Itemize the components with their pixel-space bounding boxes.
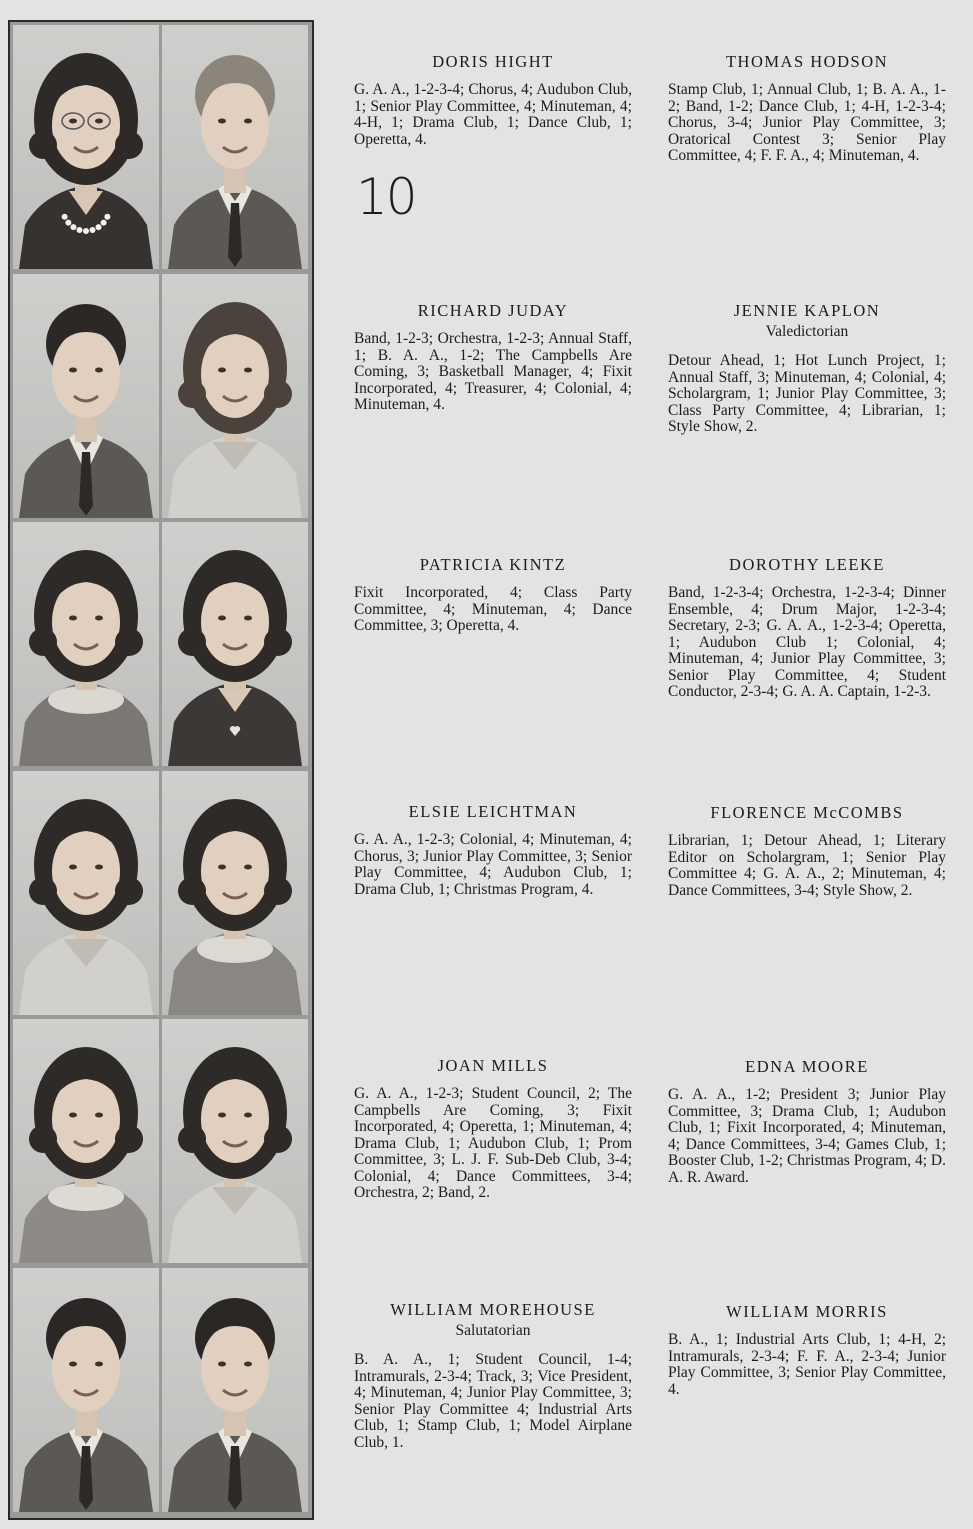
curl (29, 1125, 57, 1153)
curl (29, 131, 57, 159)
student-entry (668, 1057, 946, 1186)
student-portrait (13, 1268, 159, 1512)
student-entry (354, 1300, 632, 1451)
student-entry (354, 1056, 632, 1202)
student-portrait (13, 1019, 159, 1263)
eye (69, 864, 77, 869)
pearl (83, 228, 89, 234)
curl (29, 628, 57, 656)
eye (95, 616, 103, 621)
collar (48, 1183, 124, 1211)
eye (244, 616, 252, 621)
eye (95, 864, 103, 869)
face (201, 81, 269, 169)
pearl (62, 214, 68, 220)
eye (95, 1361, 103, 1366)
eye (69, 367, 77, 372)
curl (115, 628, 143, 656)
student-honor: Salutatorian (455, 1322, 531, 1339)
curl (264, 628, 292, 656)
student-portrait (162, 1019, 308, 1263)
student-portrait (162, 25, 308, 269)
student-activities: G. A. A., 1-2-3; Colonial, 4; Minuteman, 4; Chorus, 3; Junior Play Committee, 3; Senior Play Committee, 4; Audubon Club, 1; Drama Club, 1; Christmas Program, 4. (354, 831, 632, 898)
curl (115, 1125, 143, 1153)
student-portrait (13, 771, 159, 1015)
curl (264, 380, 292, 408)
student-name: WILLIAM MORRIS (726, 1302, 888, 1321)
eye (244, 864, 252, 869)
eye (95, 119, 103, 124)
eye (218, 864, 226, 869)
student-portrait (13, 274, 159, 518)
student-portrait (13, 522, 159, 766)
student-name: JENNIE KAPLON (733, 301, 881, 320)
student-name: ELSIE LEICHTMAN (408, 802, 578, 821)
eye (244, 367, 252, 372)
student-entry (354, 802, 632, 898)
student-entry (354, 301, 632, 414)
student-entry (668, 301, 946, 436)
student-name: RICHARD JUDAY (417, 301, 569, 320)
student-activities: B. A. A., 1; Student Council, 1-4; Intramurals, 2-3-4; Track, 3; Vice President, 4; Minuteman, 4; Junior Play Committee, 3; Senior Play Committee 4; Industrial Arts Club, 1; Stamp Club, 1; Model Airplane Club, 1. (354, 1351, 632, 1451)
handwritten-page-number: 10 (356, 168, 416, 226)
eye (244, 1361, 252, 1366)
student-activities: G. A. A., 1-2-3; Student Council, 2; The Campbells Are Coming, 3; Fixit Incorporated, 4; Operetta, 1; Minuteman, 4; Drama Club, 1; Audubon Club, 1; Prom Committee, 3; L. J. F. Sub-Deb Club, 3-4; Colonial, 4; Dance Committees, 3-4; Orchestra, 2; Band, 2. (354, 1085, 632, 1201)
pearl (70, 224, 76, 230)
pearl (65, 220, 71, 226)
portrait-strip (8, 20, 314, 1520)
student-entry (354, 52, 632, 148)
eye (218, 119, 226, 124)
eye (218, 616, 226, 621)
pearl (76, 227, 82, 233)
eye (69, 616, 77, 621)
curl (115, 877, 143, 905)
eye (218, 367, 226, 372)
face (201, 1324, 269, 1412)
student-name: FLORENCE McCOMBS (710, 803, 904, 822)
curl (178, 1125, 206, 1153)
curl (115, 131, 143, 159)
eye (95, 1113, 103, 1118)
student-activities: Detour Ahead, 1; Hot Lunch Project, 1; Annual Staff, 3; Minuteman, 4; Colonial, 4; Scholargram, 1; Junior Play Committee, 3; Class Party Committee, 4; Librarian, 1; Style Show, 2. (668, 352, 946, 435)
student-name: WILLIAM MOREHOUSE (390, 1300, 596, 1319)
curl (264, 877, 292, 905)
student-activities: B. A., 1; Industrial Arts Club, 1; 4-H, 2; Intramurals, 2-3-4; F. F. A., 2-3-4; Junior Play Committee, 3; Senior Play Committee, 4. (668, 1331, 946, 1398)
student-entry (668, 1302, 946, 1398)
eye (95, 367, 103, 372)
eye (244, 119, 252, 124)
student-portrait (162, 771, 308, 1015)
student-entry (354, 555, 632, 635)
student-activities: G. A. A., 1-2; President 3; Junior Play Committee, 3; Drama Club, 1; Audubon Club, 1; Fixit Incorporated, 4; Minuteman, 4; Dance Committees, 3-4; Games Club, 1; Booster Club, 1-2; Christmas Program, 4; D. A. R. Award. (668, 1086, 946, 1186)
student-name: DORIS HIGHT (432, 52, 554, 71)
curl (178, 877, 206, 905)
student-portrait (162, 274, 308, 518)
student-activities: G. A. A., 1-2-3-4; Chorus, 4; Audubon Club, 1; Senior Play Committee, 4; Minuteman, 4; 4-H, 1; Drama Club, 1; Dance Club, 1; Operetta, 4. (354, 81, 632, 148)
student-activities: Fixit Incorporated, 4; Class Party Committee, 4; Minuteman, 4; Dance Committee, 3; Operetta, 4. (354, 584, 632, 634)
eye (218, 1113, 226, 1118)
curl (178, 628, 206, 656)
eye (69, 119, 77, 124)
pearl (101, 220, 107, 226)
student-name: THOMAS HODSON (725, 52, 889, 71)
student-honor: Valedictorian (765, 323, 849, 340)
eye (69, 1113, 77, 1118)
collar (48, 686, 124, 714)
student-portrait (162, 522, 308, 766)
student-entry (668, 52, 946, 165)
student-activities: Librarian, 1; Detour Ahead, 1; Literary Editor on Scholargram, 1; Senior Play Committee 4; G. A. A., 2; Minuteman, 4; Dance Committees, 3-4; Style Show, 2. (668, 832, 946, 899)
eye (218, 1361, 226, 1366)
eye (244, 1113, 252, 1118)
student-activities: Band, 1-2-3-4; Orchestra, 1-2-3-4; Dinner Ensemble, 4; Drum Major, 1-2-3-4; Secretary, 2-3; G. A. A., 1-2-3-4; Operetta, 1; Audubon Club 1; Colonial, 4; Minuteman, 4; Junior Play Committee, 3; Senior Play Committee, 4; Student Conductor, 2-3-4; G. A. A. Captain, 1-2-3. (668, 584, 946, 700)
student-portrait (162, 1268, 308, 1512)
student-entry (668, 803, 946, 899)
student-activities: Stamp Club, 1; Annual Club, 1; B. A. A., 1-2; Band, 1-2; Dance Club, 1; 4-H, 1-2-3-4; Chorus, 3-4; Junior Play Committee, 3; Oratorical Contest 3; Senior Play Committee, 4; F. F. A., 4; Minuteman, 4. (668, 81, 946, 164)
student-name: EDNA MOORE (745, 1057, 869, 1076)
curl (264, 1125, 292, 1153)
student-portrait (13, 25, 159, 269)
face (52, 1324, 120, 1412)
student-entry (668, 555, 946, 701)
curl (178, 380, 206, 408)
eye (69, 1361, 77, 1366)
curl (29, 877, 57, 905)
face (52, 330, 120, 418)
student-name: PATRICIA KINTZ (419, 555, 567, 574)
student-name: DOROTHY LEEKE (729, 555, 885, 574)
pearl (104, 214, 110, 220)
student-activities: Band, 1-2-3; Orchestra, 1-2-3; Annual Staff, 1; B. A. A., 1-2; The Campbells Are Coming, 3; Basketball Manager, 4; Fixit Incorporated, 4; Treasurer, 4; Colonial, 4; Minuteman, 4. (354, 330, 632, 413)
student-name: JOAN MILLS (437, 1056, 549, 1075)
pearl (96, 224, 102, 230)
pearl (90, 227, 96, 233)
collar (197, 935, 273, 963)
